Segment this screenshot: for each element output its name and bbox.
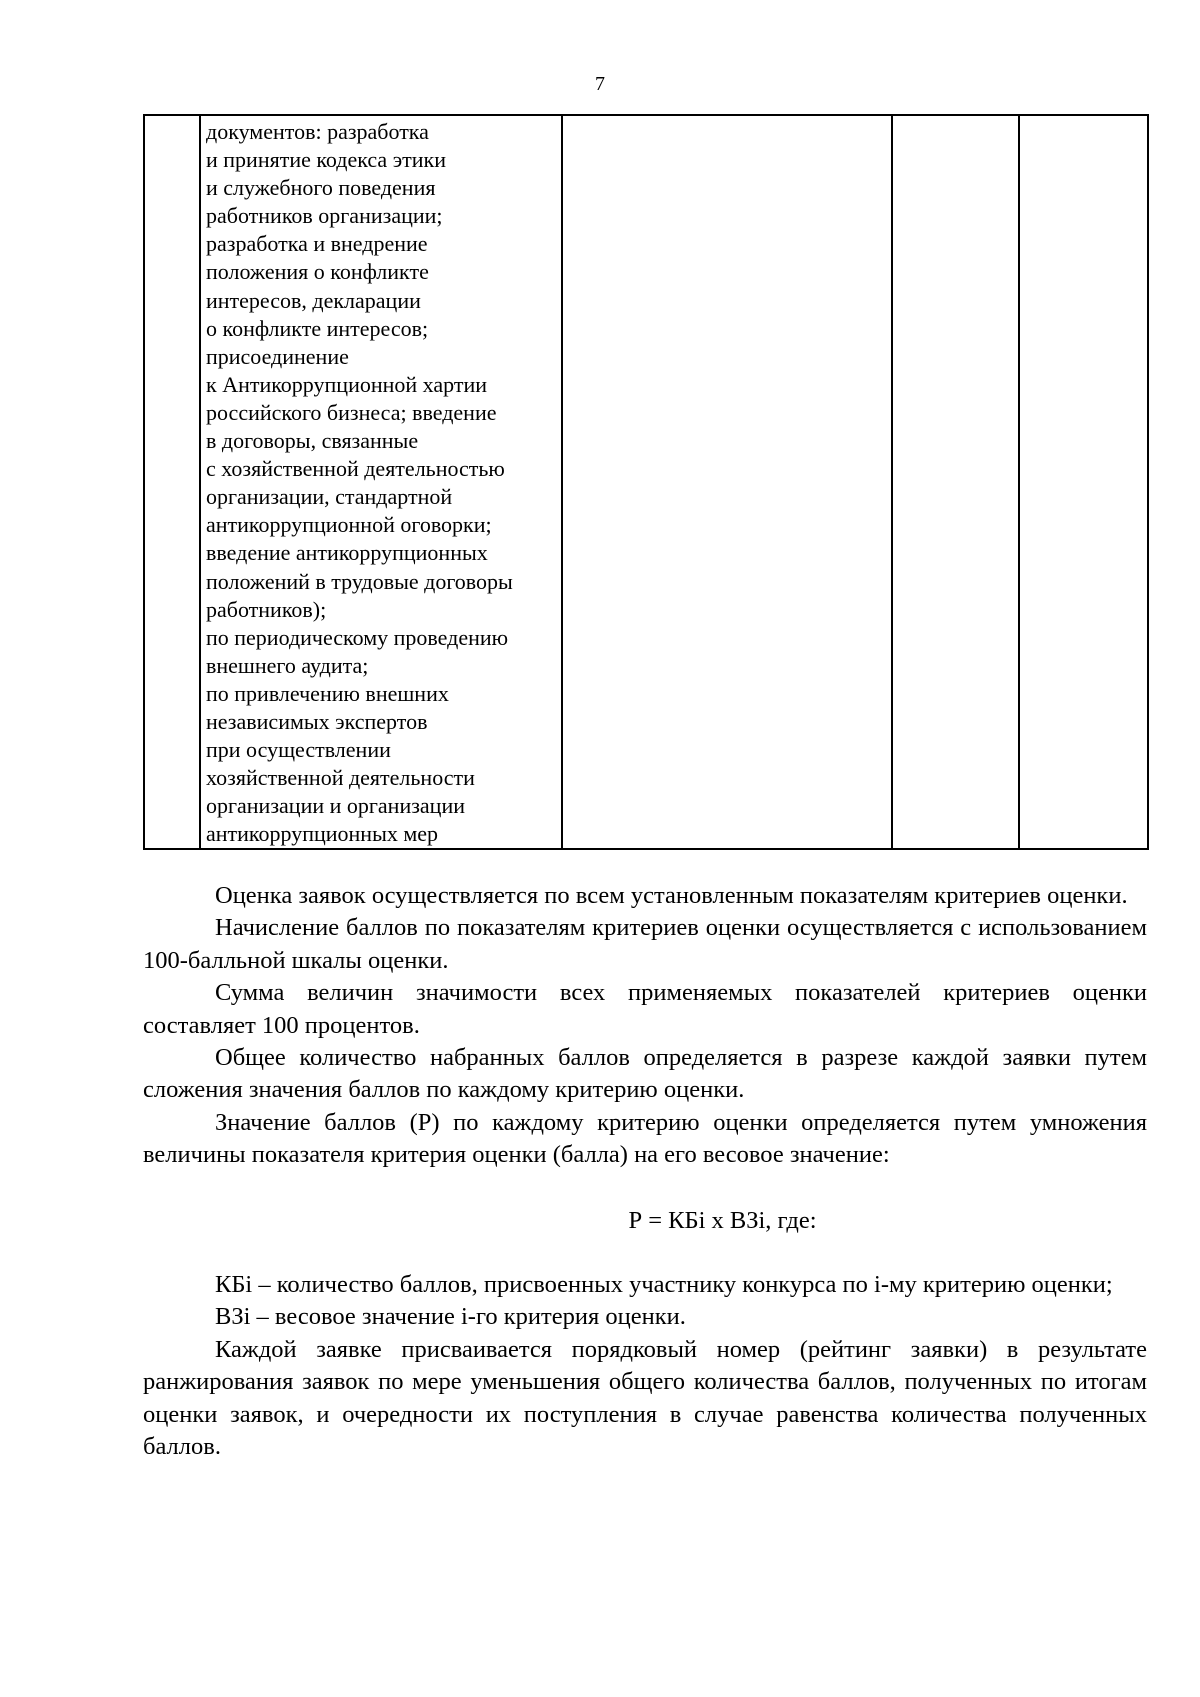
cell-text-line: положений в трудовые договоры [206, 568, 513, 594]
cell-text-line: организации и организации [206, 793, 465, 819]
cell-text-line: работников организации; [206, 203, 443, 229]
table-cell-4 [892, 115, 1019, 849]
table-cell-3 [562, 115, 892, 849]
cell-text-line: и служебного поведения [206, 175, 436, 201]
table-cell-description [200, 115, 562, 849]
cell-text-line: к Антикоррупционной хартии [206, 371, 488, 397]
paragraph-kbi-definition: КБi – количество баллов, присвоенных участнику конкурса по i-му критерию оценки; [215, 1271, 1113, 1299]
page-number: 7 [595, 73, 605, 95]
cell-text-line: работников); [206, 596, 327, 622]
table-row [144, 115, 1148, 849]
paragraph-weights-sum: Сумма величин значимости всех применяемых показателей критериев оценки составляет 100 процентов. [143, 979, 1147, 1039]
cell-text-line: с хозяйственной деятельностью [206, 456, 505, 482]
cell-text-line: введение антикоррупционных [206, 540, 488, 566]
cell-description-text [201, 116, 561, 848]
table-cell-number [144, 115, 200, 849]
cell-text-line: разработка и внедрение [206, 231, 428, 257]
cell-text-line: присоединение [206, 343, 349, 369]
cell-text-line: антикоррупционной оговорки; [206, 512, 492, 538]
cell-text-line: интересов, декларации [206, 287, 421, 313]
cell-text-line: российского бизнеса; введение [206, 399, 497, 425]
cell-text-line: при осуществлении [206, 737, 391, 763]
cell-text-line: антикоррупционных мер [206, 821, 439, 847]
cell-text-line: по периодическому проведению [206, 624, 509, 650]
cell-text-line: в договоры, связанные [206, 428, 419, 454]
paragraph-score-value: Значение баллов (Р) по каждому критерию оценки определяется путем умножения величины показателя критерия оценки (балла) на его весовое значение: [143, 1108, 1147, 1169]
paragraph-assessment: Оценка заявок осуществляется по всем установленным показателям критериев оценки. [215, 882, 1128, 909]
cell-text-line: организации, стандартной [206, 484, 453, 510]
paragraph-vzi-definition: ВЗi – весовое значение i-го критерия оценки. [215, 1303, 686, 1331]
cell-text-line: независимых экспертов [206, 708, 428, 734]
formula: Р = КБi х ВЗi, где: [628, 1206, 817, 1234]
cell-text-line: хозяйственной деятельности [206, 765, 475, 791]
cell-text-line: положения о конфликте [206, 259, 429, 285]
cell-text-line: внешнего аудита; [206, 652, 369, 678]
cell-text-line: и принятие кодекса этики [206, 147, 446, 173]
cell-text-line: о конфликте интересов; [206, 315, 429, 341]
table-cell-5 [1019, 115, 1148, 849]
paragraph-total-score: Общее количество набранных баллов определяется в разрезе каждой заявки путем сложения значения баллов по каждому критерию оценки. [143, 1044, 1147, 1104]
cell-text-line: документов: разработка [206, 119, 429, 144]
paragraph-ranking: Каждой заявке присваивается порядковый номер (рейтинг заявки) в результате ранжирования заявок по мере уменьшения общего количества баллов, полученных по итогам оценки заявок, и очередности их поступления в случае равенства количества полученных баллов. [143, 1335, 1147, 1461]
cell-text-line: по привлечению внешних [206, 680, 449, 706]
paragraph-scoring-scale: Начисление баллов по показателям критериев оценки осуществляется с использованием 100-балльной шкалы оценки. [143, 914, 1147, 974]
body-text [143, 880, 1147, 1464]
criteria-table [143, 114, 1149, 850]
